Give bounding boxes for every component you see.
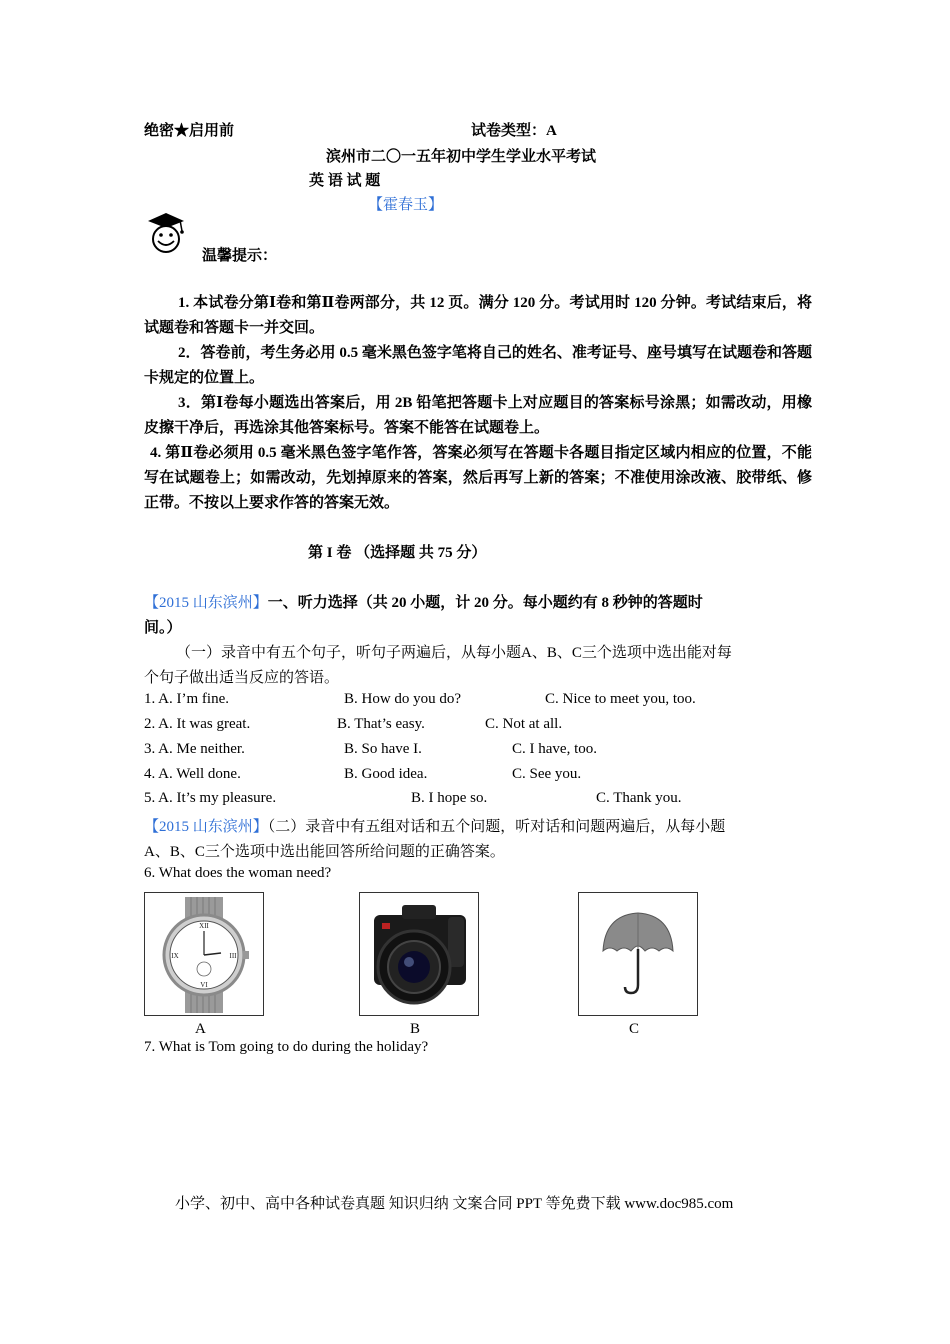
section1-title: 一、听力选择（共 20 小题，计 20 分。每小题约有 8 秒钟的答题时	[267, 595, 703, 611]
q6-picture-c	[578, 892, 698, 1016]
q5-option-c: C. Thank you.	[596, 790, 682, 806]
q7-text: 7. What is Tom going to do during the holiday?	[144, 1039, 429, 1055]
q5-option-a: 5. A. It’s my pleasure.	[144, 790, 277, 806]
svg-text:VI: VI	[200, 981, 208, 989]
q6-label-b: B	[410, 1021, 421, 1037]
notice-title: 温馨提示：	[202, 248, 278, 264]
svg-text:III: III	[229, 952, 237, 960]
q2-option-b: B. That’s easy.	[337, 716, 425, 732]
sub1-instruction: （一）录音中有五个句子，听句子两遍后，从每小题A、B、C三个选项中选出能对每	[176, 645, 732, 661]
umbrella-icon	[579, 893, 697, 1015]
section1-title-cont: 间。）	[144, 620, 182, 636]
notice-item-2: 2．答卷前，考生务必用 0.5 毫米黑色签字笔将自己的姓名、准考证号、座号填写在试题卷和答题卡规定的位置上。	[144, 345, 812, 386]
q1-option-c: C. Nice to meet you, too.	[545, 691, 696, 707]
svg-text:IX: IX	[171, 952, 179, 960]
q3-option-c: C. I have, too.	[512, 741, 597, 757]
sub2-source-tag: 【2015 山东滨州】	[144, 819, 268, 835]
q4-option-c: C. See you.	[512, 766, 582, 782]
smiley-icon	[144, 209, 192, 255]
notice-item-4	[144, 441, 812, 516]
q6-picture-b	[359, 892, 479, 1016]
section1-heading	[144, 591, 703, 612]
q5-option-b: B. I hope so.	[411, 790, 488, 806]
secret-label: 绝密★启用前	[144, 123, 235, 139]
paper-type: 试卷类型：A	[471, 123, 557, 139]
sub2-instruction-cont: A、B、C三个选项中选出能回答所给问题的正确答案。	[144, 844, 505, 860]
q1-option-a: 1. A. I’m fine.	[144, 691, 229, 707]
q6-label-a: A	[195, 1021, 206, 1037]
q4-option-b: B. Good idea.	[344, 766, 428, 782]
sub2-instruction: （二）录音中有五组对话和五个问题，听对话和问题两遍后，从每小题	[267, 819, 726, 835]
notice-item-3: 3．第Ⅰ卷每小题选出答案后，用 2B 铅笔把答题卡上对应题目的答案标号涂黑；如需改动，用橡皮擦干净后，再选涂其他答案标号。答案不能答在试题卷上。	[144, 395, 812, 436]
q3-option-a: 3. A. Me neither.	[144, 741, 245, 757]
q3-option-b: B. So have I.	[344, 741, 422, 757]
sub2-heading	[144, 815, 725, 836]
q2-option-a: 2. A. It was great.	[144, 716, 251, 732]
camera-icon	[360, 893, 478, 1015]
notice-item-1: 1. 本试卷分第Ⅰ卷和第Ⅱ卷两部分，共 12 页。满分 120 分。考试用时 120 分钟。考试结束后，将试题卷和答题卡一并交回。	[144, 295, 812, 336]
svg-text:XII: XII	[199, 922, 209, 930]
author-tag: 【霍春玉】	[368, 197, 444, 213]
q6-label-c: C	[629, 1021, 640, 1037]
exam-title: 滨州市二〇一五年初中学生学业水平考试	[326, 149, 597, 165]
sub1-instruction-cont: 个句子做出适当反应的答语。	[144, 670, 340, 686]
q6-text: 6. What does the woman need?	[144, 865, 332, 881]
q1-option-b: B. How do you do?	[344, 691, 462, 707]
footer-text: 小学、初中、高中各种试卷真题 知识归纳 文案合同 PPT 等免费下载 www.doc985.com	[175, 1196, 734, 1212]
q4-option-a: 4. A. Well done.	[144, 766, 241, 782]
watch-icon	[145, 893, 263, 1015]
source-tag: 【2015 山东滨州】	[144, 595, 268, 611]
q2-option-c: C. Not at all.	[485, 716, 563, 732]
notice-item-4-text: 4. 第Ⅱ卷必须用 0.5 毫米黑色签字笔作答，答案必须写在答题卡各题目指定区域内相应的位置，不能写在试题卷上；如需改动，先划掉原来的答案，然后再写上新的答案；不准使用涂改液、胶带纸、修正带。不按以上要求作答的答案无效。	[144, 445, 812, 511]
q6-picture-a	[144, 892, 264, 1016]
part1-title: 第 I 卷 （选择题 共 75 分）	[308, 545, 487, 561]
subject-title: 英 语 试 题	[309, 173, 381, 189]
